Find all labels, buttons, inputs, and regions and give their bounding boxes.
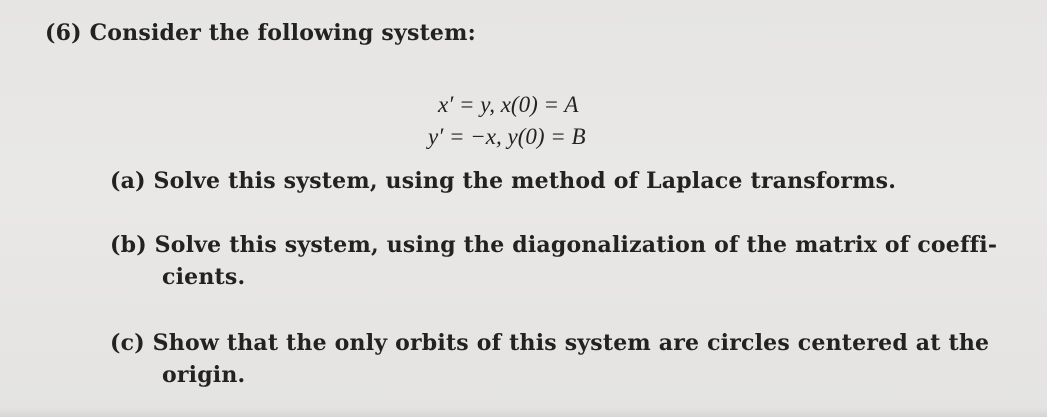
part-c-text-line2: origin. (162, 362, 246, 388)
part-c-text-line1: (c) Show that the only orbits of this system are circles centered at the (110, 330, 990, 356)
part-a-text: (a) Solve this system, using the method of Laplace transforms. (110, 168, 897, 194)
page-bottom-shadow (0, 407, 1047, 417)
problem-heading: (6) Consider the following system: (45, 20, 476, 46)
part-b-text-line1: (b) Solve this system, using the diagonalization of the matrix of coeffi- (110, 232, 998, 258)
equation-x: x′ = y, x(0) = A (438, 92, 579, 117)
part-b-text-line2: cients. (162, 264, 246, 290)
equation-y: y′ = −x, y(0) = B (428, 124, 586, 149)
